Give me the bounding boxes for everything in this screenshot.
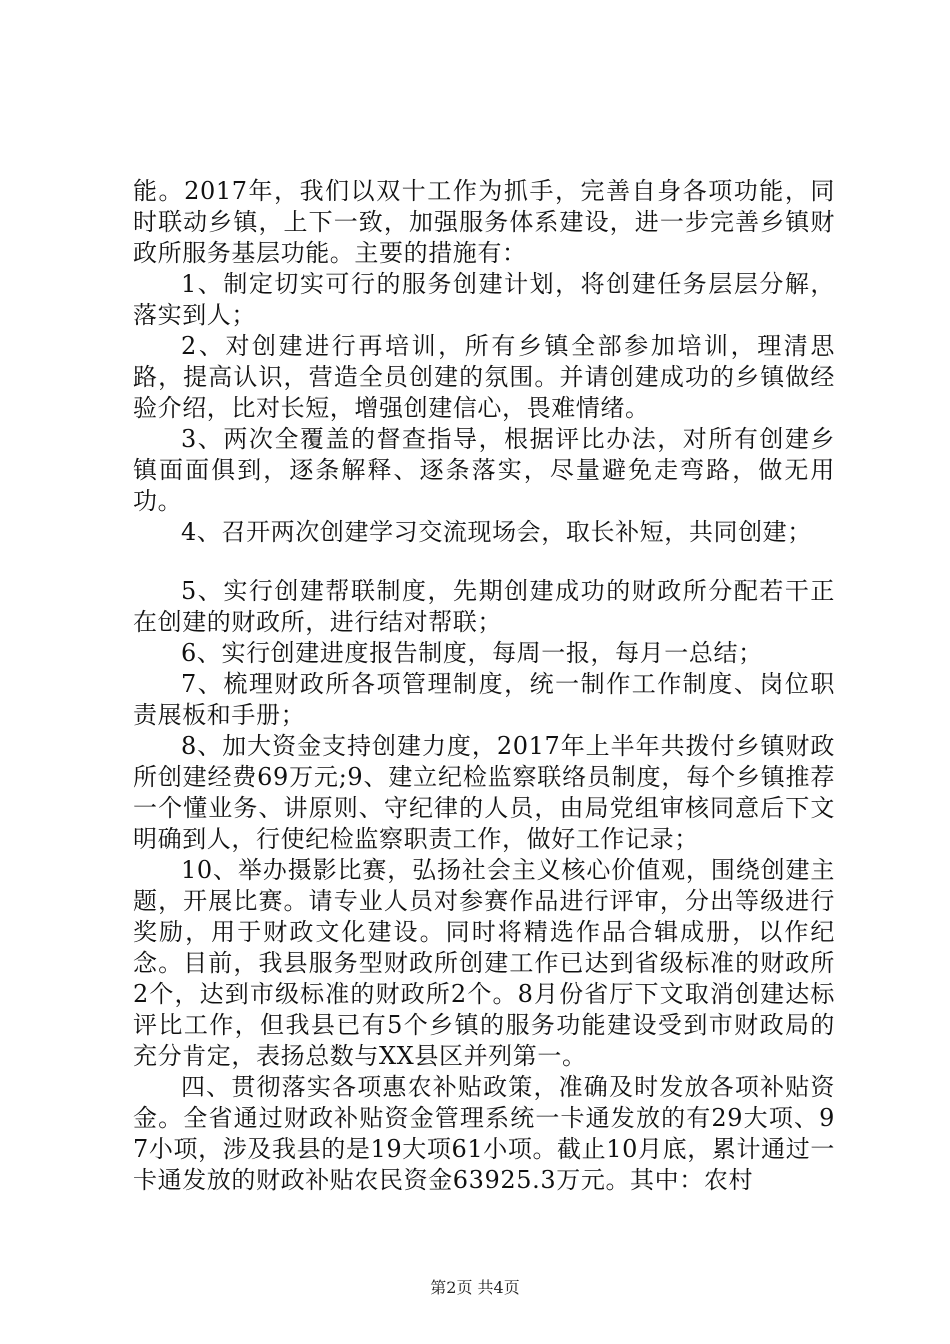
section-four-paragraph: 四、贯彻落实各项惠农补贴政策，准确及时发放各项补贴资金。全省通过财政补贴资金管理系统一卡通发放的有29大项、97小项，涉及我县的是19大项61小项。截止10月底，累计通过一卡通发放的财政补贴农民资金63925.3万元。其中：农村 xyxy=(133,1073,835,1194)
measure-item-3: 3、两次全覆盖的督查指导，根据评比办法，对所有创建乡镇面面俱到，逐条解释、逐条落实，尽量避免走弯路，做无用功。 xyxy=(133,425,835,515)
document-body xyxy=(133,176,835,1196)
measure-item-7: 7、梳理财政所各项管理制度，统一制作工作制度、岗位职责展板和手册； xyxy=(133,670,835,729)
measure-item-1: 1、制定切实可行的服务创建计划，将创建任务层层分解，落实到人； xyxy=(133,270,835,329)
measure-item-6: 6、实行创建进度报告制度，每周一报，每月一总结； xyxy=(181,639,763,667)
measure-item-8-9: 8、加大资金支持创建力度，2017年上半年共拨付乡镇财政所创建经费69万元;9、建立纪检监察联络员制度，每个乡镇推荐一个懂业务、讲原则、守纪律的人员，由局党组审核同意后下文明确到人，行使纪检监察职责工作，做好工作记录； xyxy=(133,732,835,853)
measure-item-5: 5、实行创建帮联制度，先期创建成功的财政所分配若干正在创建的财政所，进行结对帮联； xyxy=(133,577,835,636)
measure-item-4: 4、召开两次创建学习交流现场会，取长补短，共同创建； xyxy=(181,518,812,546)
measure-item-2: 2、对创建进行再培训，所有乡镇全部参加培训，理清思路，提高认识，营造全员创建的氛围。并请创建成功的乡镇做经验介绍，比对长短，增强创建信心，畏难情绪。 xyxy=(133,332,835,422)
measure-item-10: 10、举办摄影比赛，弘扬社会主义核心价值观，围绕创建主题，开展比赛。请专业人员对参赛作品进行评审，分出等级进行奖励，用于财政文化建设。同时将精选作品合辑成册，以作纪念。目前，我县服务型财政所创建工作已达到省级标准的财政所2个，达到市级标准的财政所2个。8月份省厅下文取消创建达标评比工作，但我县已有5个乡镇的服务功能建设受到市财政局的充分肯定，表扬总数与XX县区并列第一。 xyxy=(133,856,835,1070)
page-number-footer: 第2页 共4页 xyxy=(430,1278,520,1297)
paragraph-continuation: 能。2017年，我们以双十工作为抓手，完善自身各项功能，同时联动乡镇，上下一致，加强服务体系建设，进一步完善乡镇财政所服务基层功能。主要的措施有： xyxy=(133,177,835,267)
